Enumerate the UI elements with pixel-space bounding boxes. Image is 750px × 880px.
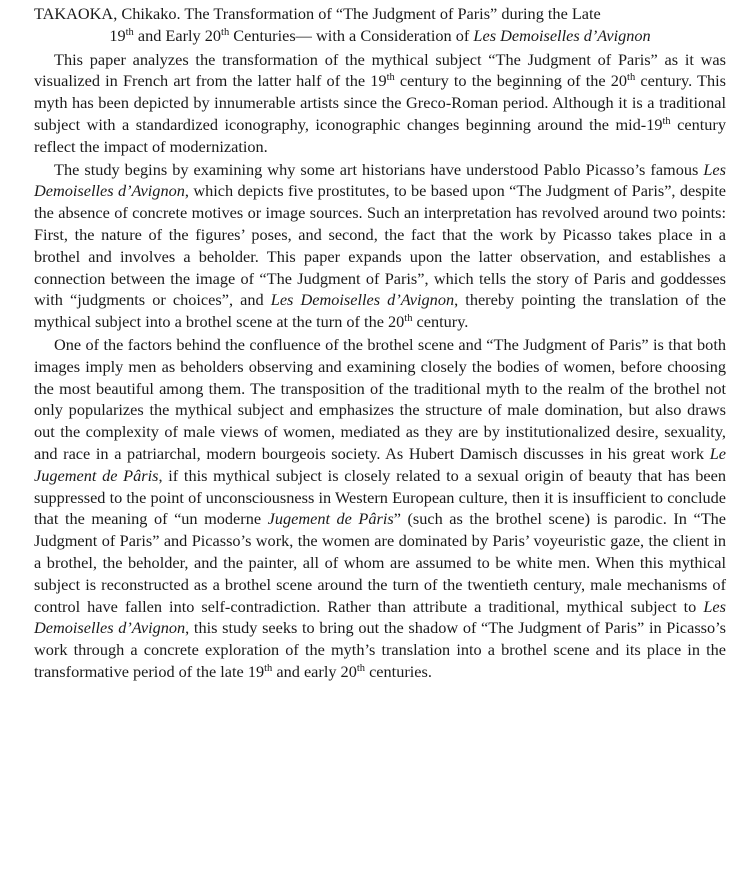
text-run: century to the beginning of the 20 bbox=[394, 71, 628, 91]
italic-title: Les Demoiselles d’Avignon bbox=[473, 25, 651, 45]
text-run: , which depicts five prostitutes, to be based upon “The Judgment of Paris”, despite the absence of concrete motives or image sources. Such an interpretation has revolved around two points: First, the nature of the figures’ poses, and second, the fact that the work by Picasso takes place in a brothel and involves a beholder. This paper expands upon the latter observation, and establishes a connection between the image of “The Judgment of Paris”, which tells the story of Paris and goddesses with “judgments or choices”, and bbox=[34, 181, 726, 310]
italic-title: Jugement de Pâris bbox=[267, 509, 394, 529]
abstract-paragraph-2 bbox=[34, 159, 726, 333]
superscript-ordinal: th bbox=[264, 662, 273, 674]
text-run: Centuries— with a Consideration of bbox=[229, 25, 474, 45]
text-run: and early 20 bbox=[272, 661, 357, 681]
text-run: This paper analyzes the transformation of the mythical subject “The Judgment of Paris” as it was visualized in French art from the latter half of the 19 bbox=[34, 49, 726, 91]
text-run: , thereby pointing the translation of the mythical subject into a brothel scene at the turn of the 20 bbox=[34, 290, 727, 332]
italic-title: Les Demoiselles d’Avignon bbox=[270, 290, 455, 310]
text-run: TAKAOKA, Chikako. The Transformation of “The Judgment of Paris” during the Late bbox=[34, 4, 601, 23]
text-run: ” (such as the brothel scene) is parodic. In “The Judgment of Paris” and Picasso’s work, the women are dominated by Paris’ voyeuristic gaze, the client in a brothel, the beholder, and the painter, all of whom are assumed to be white men. When this mythical subject is reconstructed as a brothel scene around the turn of the twentieth century, male mechanisms of control have fallen into self-contradiction. Rather than attribute a traditional, mythical subject to bbox=[34, 509, 727, 616]
text-run: century. This myth has been depicted by innumerable artists since the Greco-Roman period. Although it is a traditional subject with a standardized iconography, iconographic changes beginning around the mid-19 bbox=[34, 71, 727, 134]
superscript-ordinal: th bbox=[627, 72, 636, 84]
superscript-ordinal: th bbox=[125, 26, 134, 38]
text-run: century reflect the impact of modernization. bbox=[34, 114, 726, 156]
text-run: One of the factors behind the confluence of the brothel scene and “The Judgment of Paris” is that both images imply men as beholders observing and examining closely the bodies of women, before choosing the most beautiful among them. The transposition of the traditional myth to the realm of the brothel not only popularizes the mythical subject and emphasizes the structure of male domination, but also draws out the complexity of male views of women, mediated as they are by institutionalized desire, sexuality, and race in a patriarchal, modern bourgeois society. As Hubert Damisch discusses in his great work bbox=[34, 334, 726, 463]
italic-title: Les Demoiselles d’Avignon bbox=[34, 159, 726, 201]
text-run: centuries. bbox=[365, 661, 432, 681]
header-line-subtitle bbox=[34, 25, 726, 47]
text-run: , this study seeks to bring out the shadow of “The Judgment of Paris” in Picasso’s work through a concrete exploration of the myth’s translation into a brothel scene and its place in the transformative period of the late 19 bbox=[34, 618, 726, 681]
superscript-ordinal: th bbox=[356, 662, 366, 674]
superscript-ordinal: th bbox=[662, 115, 671, 127]
text-run: and Early 20 bbox=[133, 25, 222, 45]
italic-title: Le Jugement de Pâris bbox=[34, 443, 726, 485]
article-header bbox=[34, 3, 726, 47]
header-line-author-title bbox=[34, 3, 726, 25]
text-run: The study begins by examining why some art historians have understood Pablo Picasso’s famous bbox=[54, 159, 704, 179]
text-run: 19 bbox=[109, 25, 126, 45]
text-run: , if this mythical subject is closely related to a sexual origin of beauty that has been suppressed to the point of unconsciousness in Western European culture, then it is insufficient to conclude that the meaning of “un moderne bbox=[34, 465, 727, 529]
abstract-paragraph-3 bbox=[34, 334, 726, 683]
superscript-ordinal: th bbox=[386, 72, 395, 84]
italic-title: Les Demoiselles d’Avignon bbox=[34, 596, 726, 638]
abstract-paragraph-1 bbox=[34, 49, 726, 158]
superscript-ordinal: th bbox=[221, 26, 230, 38]
text-run: century. bbox=[412, 312, 469, 332]
superscript-ordinal: th bbox=[404, 313, 413, 325]
